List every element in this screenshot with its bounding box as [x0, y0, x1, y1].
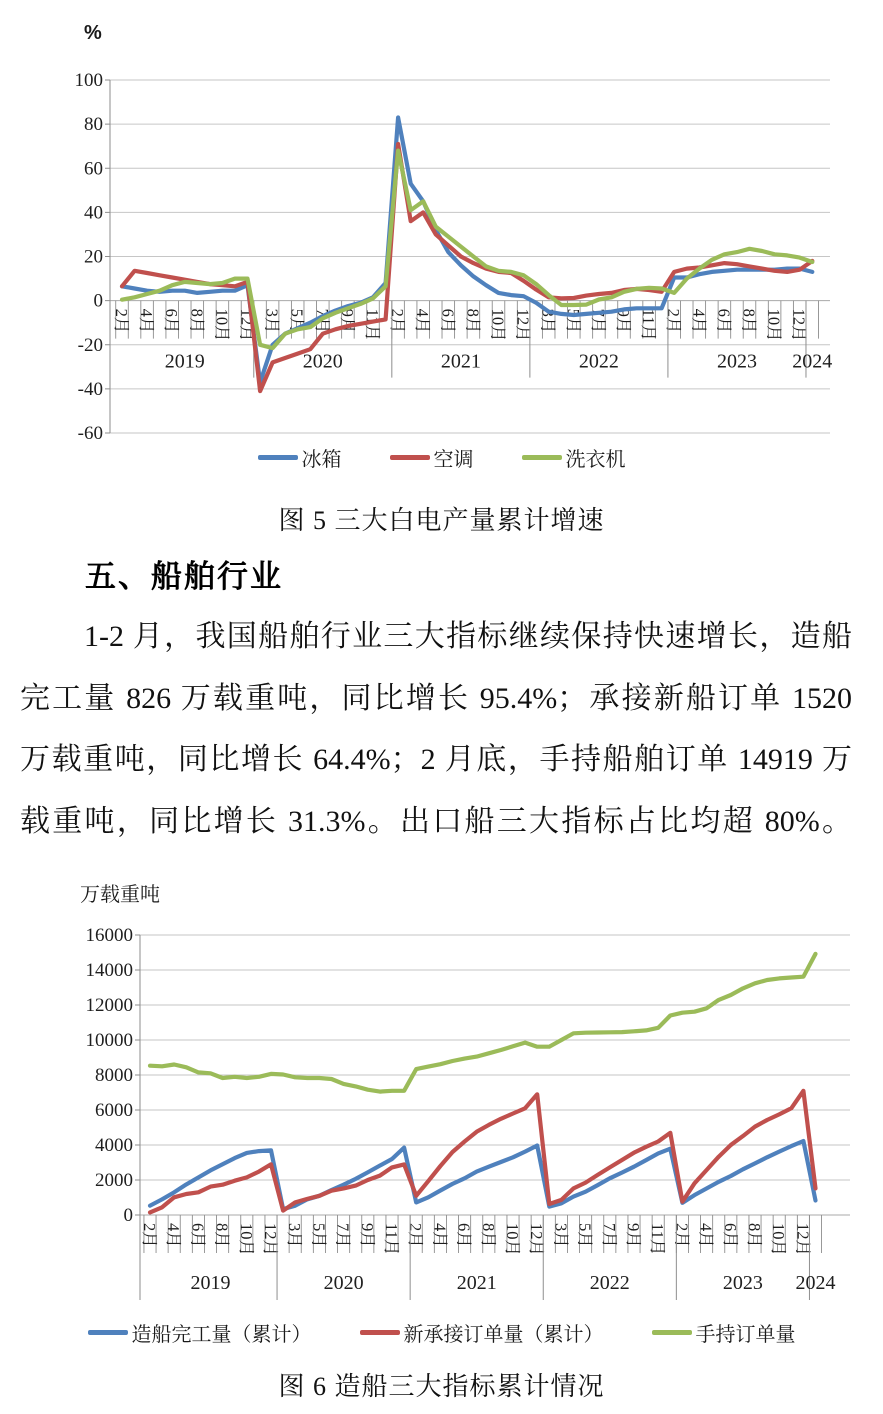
paragraph-line: 万载重吨，同比增长 64.4%；2 月底，手持船舶订单 14919 万	[20, 743, 852, 777]
svg-text:5月: 5月	[309, 1223, 329, 1248]
svg-text:6月: 6月	[454, 1223, 474, 1248]
body-paragraph	[20, 606, 852, 852]
svg-text:0: 0	[123, 1205, 133, 1226]
svg-text:2022: 2022	[589, 1272, 630, 1294]
series-line-2	[150, 954, 816, 1092]
svg-text:5月: 5月	[287, 308, 307, 334]
svg-text:9月: 9月	[337, 308, 357, 334]
svg-text:3月: 3月	[262, 308, 282, 334]
svg-text:10月: 10月	[488, 308, 508, 342]
svg-text:2月: 2月	[672, 1223, 692, 1248]
svg-text:4月: 4月	[689, 308, 709, 334]
y-gridlines	[135, 935, 850, 1215]
legend-label: 新承接订单量（累计）	[403, 1324, 604, 1346]
svg-text:9月: 9月	[624, 1223, 643, 1248]
svg-text:10月: 10月	[212, 308, 232, 342]
svg-text:3月: 3月	[538, 308, 558, 334]
shipbuilding-indicators-chart	[0, 870, 883, 1340]
svg-text:20: 20	[84, 246, 103, 268]
svg-text:10月: 10月	[503, 1223, 522, 1256]
legend-line-swatch	[522, 455, 562, 460]
svg-text:80: 80	[84, 114, 103, 136]
legend-label: 空调	[433, 449, 474, 471]
svg-text:2019: 2019	[164, 350, 205, 373]
white-goods-growth-chart	[0, 20, 883, 468]
svg-text:8月: 8月	[739, 308, 759, 334]
svg-text:9月: 9月	[614, 308, 633, 334]
legend-line-swatch	[88, 1330, 128, 1335]
section-heading: 五、船舶行业	[85, 559, 283, 594]
svg-text:11月: 11月	[648, 1223, 668, 1256]
svg-text:7月: 7月	[588, 308, 608, 334]
svg-text:6000: 6000	[95, 1100, 133, 1121]
svg-text:2024: 2024	[795, 1272, 836, 1294]
svg-text:6月: 6月	[438, 308, 458, 334]
svg-text:10月: 10月	[236, 1223, 256, 1256]
svg-text:9月: 9月	[357, 1223, 377, 1248]
svg-text:2023: 2023	[716, 350, 757, 373]
legend-line-swatch	[652, 1330, 692, 1335]
paragraph-line: 载重吨，同比增长 31.3%。出口船三大指标占比均超 80%。	[20, 804, 852, 838]
svg-text:6月: 6月	[188, 1223, 208, 1248]
x-tick-labels	[140, 1223, 812, 1256]
svg-text:8月: 8月	[478, 1223, 498, 1248]
svg-text:12月: 12月	[793, 1223, 813, 1256]
svg-text:11月: 11月	[639, 308, 659, 342]
svg-text:10月: 10月	[769, 1223, 789, 1256]
svg-text:6月: 6月	[720, 1223, 740, 1248]
legend-line-swatch	[360, 1330, 400, 1335]
chart1-unit-label: %	[84, 22, 102, 44]
svg-text:12月: 12月	[513, 308, 533, 342]
svg-text:12月: 12月	[261, 1223, 280, 1256]
svg-text:2024: 2024	[792, 350, 833, 373]
svg-text:12月: 12月	[789, 308, 809, 342]
svg-text:4月: 4月	[696, 1223, 716, 1248]
svg-text:14000: 14000	[85, 960, 133, 981]
legend-item	[258, 443, 342, 472]
svg-text:100: 100	[74, 70, 103, 91]
svg-text:2月: 2月	[388, 308, 408, 334]
svg-text:11月: 11月	[363, 308, 382, 342]
svg-text:2019: 2019	[190, 1272, 231, 1294]
svg-text:12月: 12月	[527, 1223, 547, 1256]
y-axis-labels	[75, 70, 104, 444]
svg-text:8月: 8月	[187, 308, 207, 334]
legend-item	[88, 1318, 312, 1347]
svg-text:2月: 2月	[664, 308, 684, 334]
svg-text:5月: 5月	[575, 1223, 595, 1248]
svg-text:-60: -60	[77, 423, 103, 444]
figure5-caption: 图 5 三大白电产量累计增速	[278, 506, 605, 535]
legend-label: 造船完工量（累计）	[131, 1324, 312, 1346]
legend-item	[390, 443, 474, 472]
svg-text:60: 60	[84, 158, 103, 180]
svg-text:8000: 8000	[95, 1065, 133, 1086]
svg-text:6月: 6月	[162, 308, 182, 334]
svg-text:2020: 2020	[323, 1272, 364, 1294]
svg-text:2月: 2月	[112, 308, 131, 334]
x-tick-labels	[112, 309, 809, 342]
svg-text:-40: -40	[77, 378, 103, 400]
legend-item	[360, 1318, 604, 1347]
chart1-legend	[0, 443, 883, 472]
svg-text:-20: -20	[77, 334, 103, 356]
legend-line-swatch	[390, 455, 430, 460]
svg-text:2月: 2月	[406, 1223, 426, 1248]
svg-text:10000: 10000	[85, 1030, 133, 1051]
svg-text:2021: 2021	[440, 350, 481, 373]
svg-text:5月: 5月	[563, 308, 583, 334]
paragraph-line: 1-2 月，我国船舶行业三大指标继续保持快速增长，造船	[84, 620, 852, 653]
svg-text:4月: 4月	[430, 1223, 450, 1248]
svg-text:2月: 2月	[140, 1223, 159, 1248]
svg-text:2022: 2022	[578, 350, 619, 373]
svg-text:11月: 11月	[382, 1223, 401, 1256]
svg-text:4月: 4月	[164, 1223, 184, 1248]
svg-text:2000: 2000	[95, 1170, 133, 1191]
chart2-legend	[0, 1318, 883, 1347]
legend-label: 手持订单量	[695, 1324, 796, 1346]
svg-text:6月: 6月	[714, 308, 734, 334]
svg-text:12000: 12000	[85, 995, 133, 1016]
svg-text:3月: 3月	[285, 1223, 305, 1248]
svg-text:7月: 7月	[599, 1223, 619, 1248]
legend-label: 冰箱	[301, 449, 342, 471]
svg-text:7月: 7月	[333, 1223, 353, 1248]
svg-text:40: 40	[84, 202, 103, 224]
legend-label: 洗衣机	[565, 449, 626, 471]
svg-text:7月: 7月	[312, 308, 332, 334]
svg-text:10月: 10月	[764, 308, 784, 342]
legend-item	[522, 443, 626, 472]
paragraph-line: 完工量 826 万载重吨，同比增长 95.4%；承接新船订单 1520	[20, 681, 852, 715]
svg-text:4000: 4000	[95, 1135, 133, 1156]
svg-text:4月: 4月	[137, 308, 157, 334]
chart2-unit-label: 万载重吨	[80, 884, 160, 906]
svg-text:8月: 8月	[745, 1223, 764, 1248]
legend-item	[652, 1318, 796, 1347]
svg-text:16000: 16000	[85, 925, 133, 946]
svg-text:2021: 2021	[456, 1272, 497, 1294]
svg-text:4月: 4月	[413, 308, 433, 334]
svg-text:0: 0	[93, 290, 103, 312]
svg-text:3月: 3月	[551, 1223, 571, 1248]
svg-text:8月: 8月	[463, 308, 483, 334]
svg-text:2023: 2023	[722, 1272, 763, 1294]
figure6-caption: 图 6 造船三大指标累计情况	[278, 1372, 605, 1401]
svg-text:8月: 8月	[212, 1223, 232, 1248]
svg-text:2020: 2020	[302, 350, 343, 373]
svg-text:12月: 12月	[237, 308, 257, 342]
y-axis-labels	[86, 925, 134, 1226]
legend-line-swatch	[258, 455, 298, 460]
